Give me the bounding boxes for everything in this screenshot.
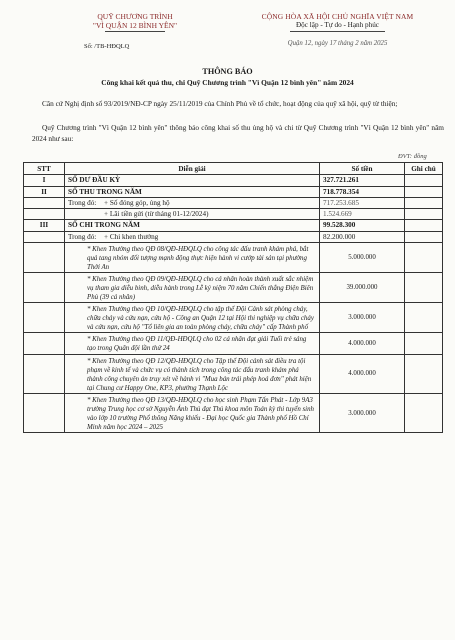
row-description: SỐ CHI TRONG NĂM [65, 220, 320, 232]
row-description: SỐ THU TRONG NĂM [65, 186, 320, 198]
subrow-label: Trong đó: [68, 232, 97, 241]
table-row [24, 220, 443, 232]
award-description: * Khen Thưởng theo QĐ 10/QĐ-HĐQLQ cho tập thể Đội Cảnh sát phòng cháy, chữa cháy và cứu nạn, cứu hộ - Công an Quận 12 tại Hội thi nghiệp vụ chữa cháy và cứu nạn, cứu hộ "Tổ liên gia an toàn phòng cháy, chữa cháy" cấp Thành phố [65, 303, 320, 333]
document-number: Số: /TB-HĐQLQ [84, 43, 130, 50]
row-note [405, 231, 443, 242]
row-description: + Lãi tiền gửi (từ tháng 01-12/2024) [104, 210, 209, 218]
row-amount: 99.528.300 [320, 220, 405, 232]
row-stt: I [24, 175, 65, 187]
row-note [405, 186, 443, 198]
award-amount: 4.000.000 [320, 354, 405, 393]
row-description: + Số đóng góp, ủng hộ [104, 199, 170, 207]
legal-basis-paragraph: Căn cứ Nghị định số 93/2019/NĐ-CP ngày 25/11/2019 của Chính Phủ về tổ chức, hoạt động của quỹ xã hội, quỹ từ thiện; [42, 99, 398, 108]
header-description: Diễn giải [65, 163, 320, 175]
document-date: Quận 12, ngày 17 tháng 2 năm 2025 [287, 40, 388, 47]
subrow-label: Trong đó: [68, 199, 97, 207]
issuer-name-line2: "VÌ QUẬN 12 BÌNH YÊN" [92, 21, 178, 30]
award-row [24, 393, 443, 432]
award-row [24, 303, 443, 333]
issuer-underline [105, 31, 165, 32]
table-row [24, 231, 443, 242]
issuer-name-line1: QUỸ CHƯƠNG TRÌNH [97, 12, 173, 21]
row-note [405, 209, 443, 220]
award-note [405, 393, 443, 432]
row-stt: II [24, 186, 65, 198]
row-amount: 327.721.261 [320, 175, 405, 187]
award-amount: 4.000.000 [320, 333, 405, 354]
issuer-block [60, 12, 210, 51]
header-stt: STT [24, 163, 65, 175]
currency-unit-note: ĐVT: đồng [398, 153, 427, 160]
national-heading [225, 12, 450, 48]
award-row [24, 333, 443, 354]
award-amount: 39.000.000 [320, 272, 405, 302]
row-amount: 718.778.354 [320, 186, 405, 198]
award-description: * Khen Thưởng theo QĐ 09/QĐ-HĐQLQ cho cá nhân hoàn thành xuất sắc nhiệm vụ tham gia diễu binh, diễu hành trong Lễ kỷ niệm 70 năm Chiến thắng Điện Biên Phủ (39 cá nhân) [65, 272, 320, 302]
nation-name: CỘNG HÒA XÃ HỘI CHỦ NGHĨA VIỆT NAM [261, 12, 414, 21]
header-note: Ghi chú [405, 163, 443, 175]
finance-table [23, 162, 443, 433]
award-description: * Khen Thưởng theo QĐ 13/QĐ-HĐQLQ cho học sinh Phạm Tấn Phát - Lớp 9A3 trường Trung học cơ sở Nguyễn Ảnh Thủ đạt Thủ khoa môn Toán kỳ thi tuyển sinh vào lớp 10 trường Phổ thông Năng khiếu - Đại học Quốc gia Thành phố Hồ Chí Minh năm học 2024 – 2025 [65, 393, 320, 432]
row-amount: 717.253.685 [320, 198, 405, 209]
award-row [24, 242, 443, 272]
table-row [24, 209, 443, 220]
award-description: * Khen Thưởng theo QĐ 12/QĐ-HĐQLQ cho Tập thể Đội cảnh sát điều tra tội phạm về kinh tế và chức vụ có thành tích trong công tác đấu tranh khám phá thành công chuyên án truy xét về hành vi "Mua bán trái phép hoá đơn" phát hiện tại Chung cư Happy One, KP3, phường Thạnh Lộc [65, 354, 320, 393]
award-note [405, 354, 443, 393]
table-row [24, 186, 443, 198]
award-note [405, 333, 443, 354]
table-header-row [24, 163, 443, 175]
row-note [405, 198, 443, 209]
award-row [24, 354, 443, 393]
award-description: * Khen Thưởng theo QĐ 11/QĐ-HĐQLQ cho 02 cá nhân đạt giải Tuổi trẻ sáng tạo trong Quân đội lần thứ 24 [65, 333, 320, 354]
announcement-paragraph: Quỹ Chương trình "Vì Quận 12 bình yên" thông báo công khai số thu ủng hộ và chi từ Quỹ Chương trình "Vì Quận 12 bình yên" năm 2024 như sau: [32, 123, 444, 143]
row-description: SỐ DƯ ĐẦU KỲ [65, 175, 320, 187]
award-note [405, 272, 443, 302]
row-note [405, 175, 443, 187]
row-note [405, 220, 443, 232]
row-amount: 1.524.669 [320, 209, 405, 220]
row-amount: 82.200.000 [320, 231, 405, 242]
row-description: + Chi khen thưởng [104, 232, 159, 241]
award-amount: 3.000.000 [320, 393, 405, 432]
award-note [405, 242, 443, 272]
award-row [24, 272, 443, 302]
award-description: * Khen Thưởng theo QĐ 08/QĐ-HĐQLQ cho công tác đấu tranh khám phá, bắt quả tang nhóm đối tượng mạnh động thực hiện hành vi cướp tài sản tại phường Thới An [65, 242, 320, 272]
award-amount: 3.000.000 [320, 303, 405, 333]
document-subtitle: Công khai kết quả thu, chi Quỹ Chương trình "Vì Quận 12 bình yên" năm 2024 [101, 78, 354, 87]
header-amount: Số tiền [320, 163, 405, 175]
award-amount: 5.000.000 [320, 242, 405, 272]
national-motto: Độc lập - Tự do - Hạnh phúc [295, 21, 379, 29]
table-row [24, 175, 443, 187]
award-note [405, 303, 443, 333]
document-title: THÔNG BÁO [202, 67, 253, 76]
motto-underline [290, 31, 385, 32]
table-row [24, 198, 443, 209]
row-stt: III [24, 220, 65, 232]
